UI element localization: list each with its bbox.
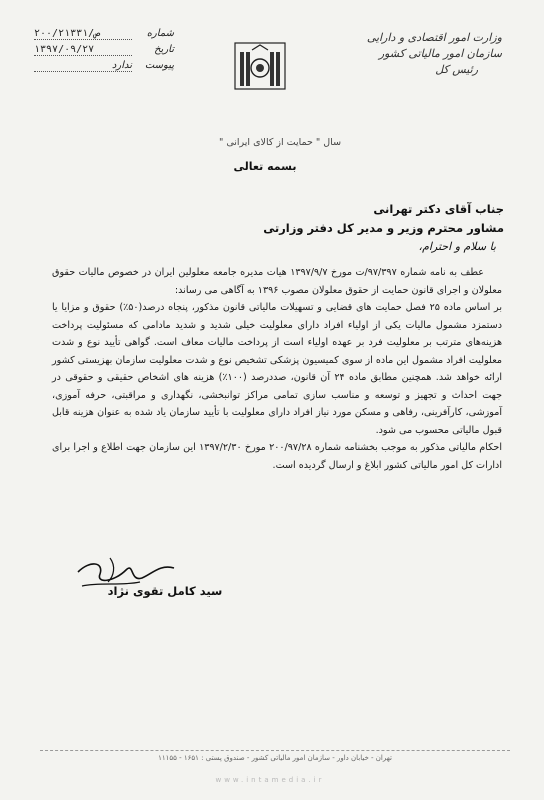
ministry-header — [352, 30, 502, 78]
document-meta — [34, 28, 174, 76]
body-paragraph: بر اساس ماده ۲۵ فصل حمایت های قضایی و تسهیلات مالیاتی قانون مذکور، پنجاه درصد(۵۰٪) حقوق و مزایا یا دستمزد مشمول مالیات یکی از اولیاء افراد دارای معلولیت خیلی شدید و شدید مادامی که مسئولیت پرداخت هزینه‌های مترتب بر معلولیت فرد بر عهده اولیاء است از پرداخت مالیات معاف است. گواهی تأیید نوع و شدت معلولیت افراد مشمول این ماده از سوی کمیسیون پزشکی تشخیص نوع و شدت معلولیت سازمان بهزیستی کشور ارائه خواهد شد. همچنین مطابق ماده ۲۴ آن قانون، صددرصد (۱۰۰٪) هزینه های اشخاص حقیقی و حقوقی در جهت احداث و تجهیز و توسعه و مناسب سازی تمامی مراکز توانبخشی، نگهداری و مراقبتی، حرفه آموزی، آموزشی، کارآفرینی، رفاهی و مسکن مورد نیاز افراد دارای معلولیت با تأیید سازمان یاد شده به عنوان هزینه قابل قبول مالیاتی محسوب می شود. — [52, 302, 503, 436]
footer-divider — [40, 750, 510, 751]
body-paragraph: عطف به نامه شماره ۹۷/۳۹۷/ت مورخ ۱۳۹۷/۹/۷ هیات مدیره جامعه معلولین ایران در خصوص مالیات حقوق معلولان و اجرای قانون حمایت از حقوق معلولان مصوب ۱۳۹۶ به آگاهی می رساند: — [52, 267, 502, 296]
ministry-line: رئیس کل — [435, 63, 478, 76]
letter-body — [52, 264, 502, 474]
meta-number-row — [34, 28, 174, 44]
year-slogan: سال " حمایت از کالای ایرانی " — [218, 137, 342, 148]
meta-attachment-row — [34, 60, 174, 76]
salutation: با سلام و احترام، — [418, 240, 496, 253]
watermark: www.intamedia.ir — [215, 776, 325, 784]
meta-date-row — [34, 44, 174, 60]
meta-label: پیوست — [144, 60, 174, 71]
letter-attachment: ندارد — [34, 60, 132, 72]
ministry-line: وزارت امور اقتصادی و دارایی — [366, 31, 502, 44]
meta-label: تاریخ — [154, 44, 174, 55]
addressee-title: مشاور محترم وزیر و مدیر کل دفتر وزارتی — [263, 221, 504, 235]
invocation: بسمه تعالی — [233, 160, 297, 173]
footer-address: تهران - خیابان داور - سازمان امور مالیاتی کشور - صندوق پستی : ۱۶۵۱ - ۱۱۱۵۵ — [158, 754, 392, 762]
addressee-name: جناب آقای دکتر تهرانی — [373, 202, 504, 216]
signature-mark — [70, 552, 190, 608]
letter-date: ۱۳۹۷/۰۹/۲۷ — [34, 44, 132, 56]
body-paragraph: احکام مالیاتی مذکور به موجب بخشنامه شماره ۲۰۰/۹۷/۲۸ مورخ ۱۳۹۷/۲/۳۰ این سازمان جهت اطلاع و اجرا برای ادارات کل امور مالیاتی کشور ابلاغ و ارسال گردیده است. — [52, 442, 502, 471]
ministry-line: سازمان امور مالیاتی کشور — [378, 47, 502, 60]
emblem-icon — [234, 42, 286, 90]
meta-label: شماره — [146, 28, 174, 39]
letter-number: ۲۰۰/۲۱۳۳۱/ص — [34, 28, 132, 40]
signer-name: سید کامل تقوی نژاد — [107, 584, 223, 598]
addressee — [204, 200, 504, 238]
